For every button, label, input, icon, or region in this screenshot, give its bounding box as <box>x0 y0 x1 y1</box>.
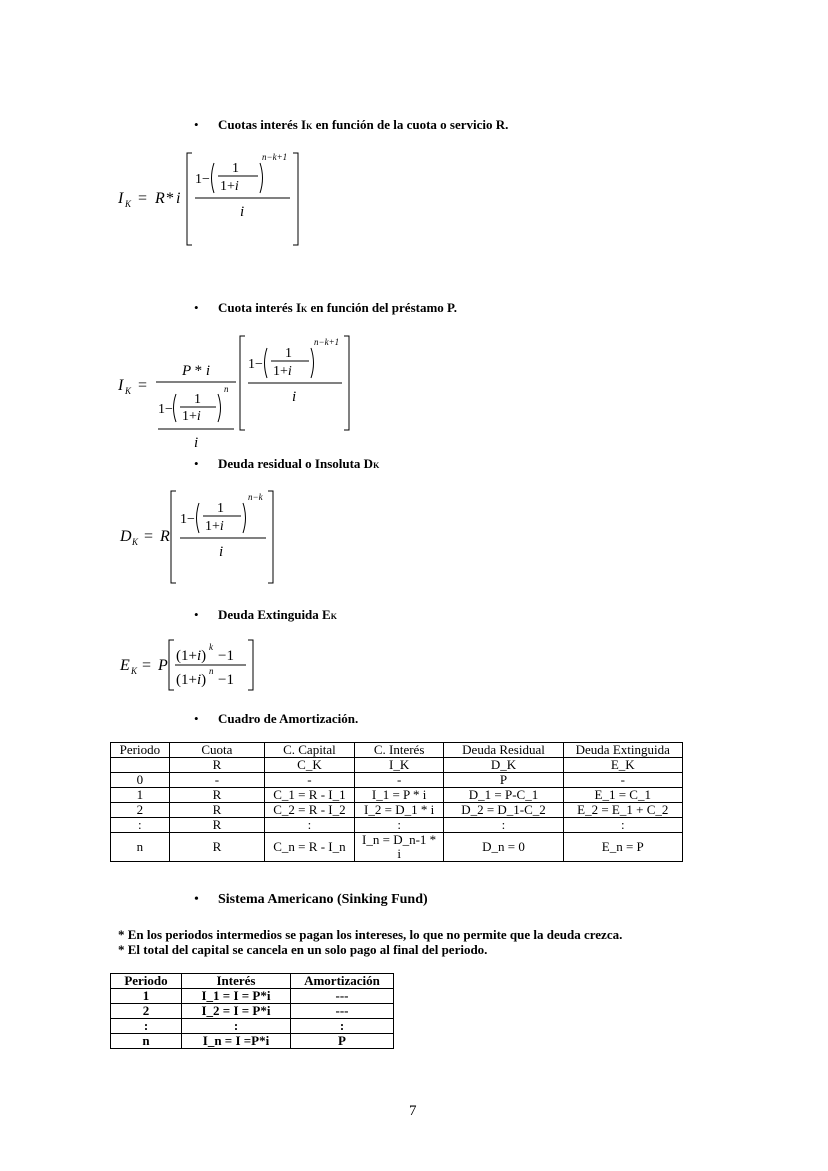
svg-text:1−: 1− <box>195 172 210 187</box>
page-number: 7 <box>409 1103 417 1119</box>
table-cell: : <box>111 818 170 833</box>
header-amortizacion: Amortización <box>291 974 394 989</box>
header-cuota: Cuota <box>169 743 264 758</box>
svg-text:n−k+1: n−k+1 <box>262 152 288 162</box>
note-capital: * El total del capital se cancela en un solo pago al final del periodo. <box>118 942 488 957</box>
table-cell: : <box>111 1019 182 1034</box>
svg-text:−1: −1 <box>218 672 234 688</box>
svg-text:n−k: n−k <box>248 492 263 502</box>
table-header-row <box>111 974 394 989</box>
svg-text:P * i: P * i <box>182 363 211 379</box>
amortization-table <box>110 742 683 862</box>
header-periodo: Periodo <box>111 743 170 758</box>
table-cell: I_n = D_n-1 * i <box>354 833 444 862</box>
section-sistema-americano-title: • Sistema Americano (Sinking Fund) <box>194 892 428 907</box>
svg-text:n: n <box>209 666 214 676</box>
table-cell: n <box>111 833 170 862</box>
table-cell: I_K <box>354 758 444 773</box>
table-cell: : <box>265 818 355 833</box>
svg-text:R: R <box>155 190 165 207</box>
svg-text:i: i <box>176 190 181 207</box>
table-cell: C_1 = R - I_1 <box>265 788 355 803</box>
svg-text:i: i <box>292 389 297 405</box>
table-cell: D_1 = P-C_1 <box>444 788 563 803</box>
svg-text:1: 1 <box>217 501 224 516</box>
table-cell: P <box>291 1034 394 1049</box>
table-row <box>111 803 683 818</box>
svg-text:R: R <box>160 528 170 545</box>
table-row <box>111 1019 394 1034</box>
table-cell: : <box>354 818 444 833</box>
svg-text:1+i: 1+i <box>220 179 239 194</box>
svg-text:K: K <box>125 386 132 396</box>
svg-text:(1+i): (1+i) <box>176 672 207 688</box>
svg-text:I: I <box>118 377 124 394</box>
table-cell: : <box>563 818 682 833</box>
table-cell: --- <box>291 989 394 1004</box>
bullet-icon: • <box>194 711 199 726</box>
svg-text:I: I <box>118 190 124 207</box>
table-cell: I_1 = I = P*i <box>182 989 291 1004</box>
svg-text:1: 1 <box>232 161 239 176</box>
section-cuotas-interes-title: • Cuotas interés IK en función de la cuota o servicio R. <box>194 117 509 132</box>
svg-text:−1: −1 <box>218 648 234 664</box>
table-cell <box>111 758 170 773</box>
table-row <box>111 989 394 1004</box>
svg-text:K: K <box>132 537 139 547</box>
svg-text:=: = <box>144 528 154 545</box>
table-cell: : <box>291 1019 394 1034</box>
table-row <box>111 773 683 788</box>
section-deuda-residual-title: • Deuda residual o Insoluta DK <box>194 456 380 471</box>
svg-text:i: i <box>194 435 199 451</box>
table-cell: - <box>354 773 444 788</box>
header-c-capital: C. Capital <box>265 743 355 758</box>
table-header-row <box>111 743 683 758</box>
table-cell: R <box>169 788 264 803</box>
svg-text:=: = <box>138 377 148 394</box>
table-cell: --- <box>291 1004 394 1019</box>
table-cell: I_n = I =P*i <box>182 1034 291 1049</box>
table-cell: E_1 = C_1 <box>563 788 682 803</box>
formula-ik-cuota <box>110 145 310 250</box>
table-cell: E_n = P <box>563 833 682 862</box>
svg-text:*: * <box>166 190 174 207</box>
bullet-icon: • <box>194 117 199 132</box>
table-cell: 1 <box>111 989 182 1004</box>
note-intereses: * En los periodos intermedios se pagan los intereses, lo que no permite que la deuda crezca. <box>118 927 623 942</box>
table-cell: : <box>444 818 563 833</box>
table-row <box>111 788 683 803</box>
svg-text:D: D <box>120 528 132 545</box>
bullet-icon: • <box>194 300 199 315</box>
table-row <box>111 818 683 833</box>
table-cell: P <box>444 773 563 788</box>
table-cell: 2 <box>111 803 170 818</box>
table-cell: C_2 = R - I_2 <box>265 803 355 818</box>
svg-text:=: = <box>142 657 152 674</box>
table-cell: - <box>265 773 355 788</box>
bullet-icon: • <box>194 892 199 907</box>
table-cell: D_n = 0 <box>444 833 563 862</box>
svg-text:K: K <box>131 666 138 676</box>
header-interes: Interés <box>182 974 291 989</box>
table-cell: R <box>169 803 264 818</box>
formula-ek <box>110 636 270 694</box>
table-cell: - <box>169 773 264 788</box>
svg-text:(1+i): (1+i) <box>176 648 207 664</box>
bullet-icon: • <box>194 607 199 622</box>
svg-text:1: 1 <box>285 346 292 361</box>
table-cell: R <box>169 758 264 773</box>
header-deuda-extinguida: Deuda Extinguida <box>563 743 682 758</box>
header-deuda-residual: Deuda Residual <box>444 743 563 758</box>
table-cell: 1 <box>111 788 170 803</box>
svg-text:1: 1 <box>194 392 201 407</box>
svg-text:1−: 1− <box>248 357 263 372</box>
svg-text:n−k+1: n−k+1 <box>314 337 340 347</box>
table-cell: R <box>169 833 264 862</box>
table-cell: E_K <box>563 758 682 773</box>
table-row <box>111 833 683 862</box>
svg-text:k: k <box>209 642 213 652</box>
sinking-fund-table <box>110 973 394 1049</box>
header-c-interes: C. Interés <box>354 743 444 758</box>
svg-text:1+i: 1+i <box>273 364 292 379</box>
table-cell: C_K <box>265 758 355 773</box>
table-cell: : <box>182 1019 291 1034</box>
table-cell: R <box>169 818 264 833</box>
svg-text:1−: 1− <box>158 402 173 417</box>
table-cell: I_2 = D_1 * i <box>354 803 444 818</box>
section-cuota-interes-prestamo-title: • Cuota interés IK en función del préstamo P. <box>194 300 458 315</box>
table-cell: D_K <box>444 758 563 773</box>
table-cell: C_n = R - I_n <box>265 833 355 862</box>
svg-text:=: = <box>138 190 148 207</box>
header-periodo: Periodo <box>111 974 182 989</box>
table-cell: 2 <box>111 1004 182 1019</box>
svg-text:1−: 1− <box>180 512 195 527</box>
svg-text:E: E <box>120 657 130 674</box>
svg-text:n: n <box>224 384 229 394</box>
table-cell: I_2 = I = P*i <box>182 1004 291 1019</box>
svg-text:P: P <box>158 657 168 674</box>
table-cell: E_2 = E_1 + C_2 <box>563 803 682 818</box>
svg-text:1+i: 1+i <box>182 409 201 424</box>
section-cuadro-amortizacion-title: • Cuadro de Amortización. <box>194 711 359 726</box>
svg-text:K: K <box>125 199 132 209</box>
section-deuda-extinguida-title: • Deuda Extinguida EK <box>194 607 337 622</box>
bullet-icon: • <box>194 456 199 471</box>
svg-text:1+i: 1+i <box>205 519 224 534</box>
table-row <box>111 1004 394 1019</box>
formula-dk <box>110 485 290 590</box>
table-row <box>111 758 683 773</box>
table-row <box>111 1034 394 1049</box>
table-cell: D_2 = D_1-C_2 <box>444 803 563 818</box>
table-cell: - <box>563 773 682 788</box>
table-cell: 0 <box>111 773 170 788</box>
table-cell: I_1 = P * i <box>354 788 444 803</box>
svg-text:i: i <box>219 544 224 560</box>
formula-ik-prestamo <box>110 330 360 455</box>
table-cell: n <box>111 1034 182 1049</box>
svg-text:i: i <box>240 204 245 220</box>
